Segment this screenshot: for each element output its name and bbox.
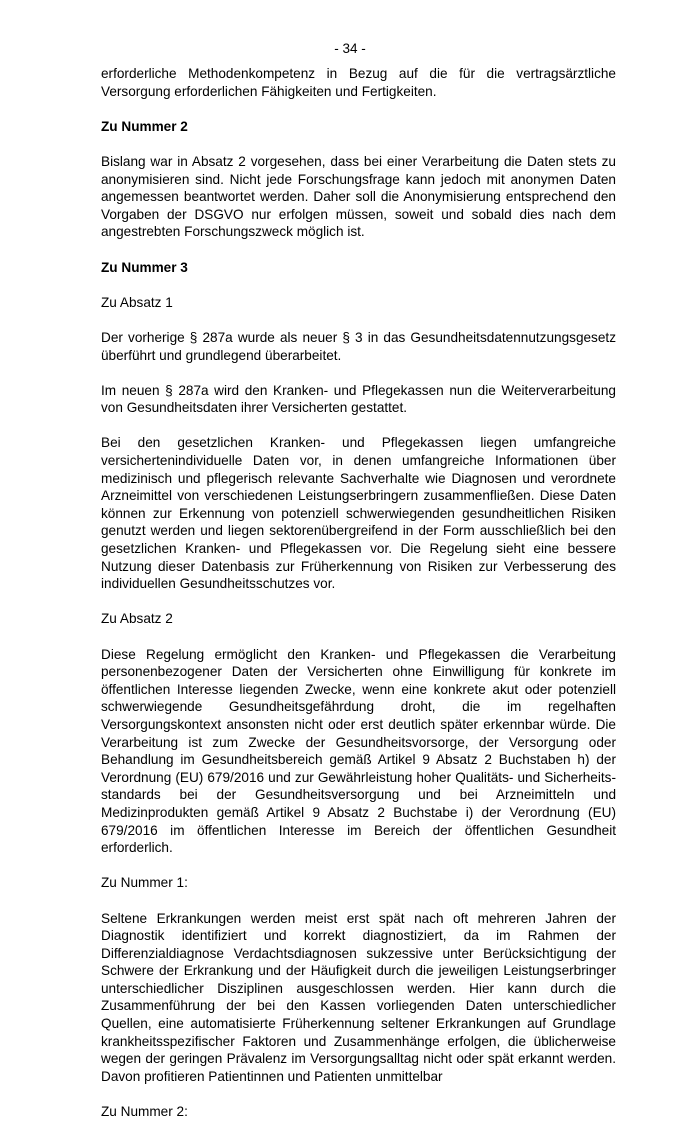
subheading-absatz-2: Zu Absatz 2 [101, 611, 173, 627]
page-number: - 34 - [334, 41, 366, 56]
paragraph-287a-neu: Im neuen § 287a wird den Kranken- und Pflegekassen nun die Weiterverarbeitung von Gesundheitsdaten ihrer Versicherten gestattet. [101, 382, 616, 416]
paragraph-verarbeitung: Diese Regelung ermöglicht den Kranken- und Pflegekassen die Verarbeitung personenbezogener Daten der Versicherten ohne Einwilligung für konkrete im öffentlichen Interesse liegenden Zwecke, wenn eine konkrete akut oder potenziell schwerwiegende Gesundheitsgefährdung droht, die im regelhaften Versorgungskontext ansonsten nicht oder erst deutlich später erkennbar würde. Die Verarbeitung ist zum Zwecke der Gesundheitsvorsorge, der Versorgung oder Behandlung im Gesundheitsbereich gemäß Artikel 9 Absatz 2 Buchstaben h) der Verordnung (EU) 679/2016 und zur Gewährleistung hoher Qualitäts- und Sicherheitsstandards bei der Gesundheitsversorgung und bei Arzneimitteln und Medizinprodukten gemäß Artikel 9 Absatz 2 Buchstabe i) der Verordnung (EU) 679/2016 im öffentlichen Interesse im Bereich der öffentlichen Gesundheit erforderlich. [101, 646, 616, 856]
subheading-absatz-1: Zu Absatz 1 [101, 294, 173, 310]
paragraph-seltene-erkrankungen: Seltene Erkrankungen werden meist erst spät nach oft mehreren Jahren der Diagnostik identifiziert und korrekt diagnostiziert, da im Rahmen der Differenzialdiagnose Verdachtsdiagnosen sukzessive unter Berücksichtigung der Schwere der Erkrankung und der Häufigkeit durch die jeweiligen Leistungserbringer unterschiedlicher Disziplinen ausgeschlossen werden. Hier kann durch die Zusammenführung der bei den Kassen vorliegenden Daten unterschiedlicher Quellen, eine automatisierte Früherkennung seltener Erkrankungen auf Grundlage krankheitsspezifischer Faktoren und Zusammenhänge erfolgen, die üblicherweise wegen der geringen Prävalenz im Versorgungsalltag nicht oder spät erkannt werden. Davon profitieren Patientinnen und Patienten unmittelbar [101, 910, 616, 1084]
section-heading-nummer-2: Zu Nummer 2 [101, 118, 188, 134]
paragraph-intro: erforderliche Methodenkompetenz in Bezug auf die für die vertragsärztliche Versorgung erforderlichen Fähigkeiten und Fertigkeiten. [101, 66, 616, 99]
paragraph-anonymisierung: Bislang war in Absatz 2 vorgesehen, dass bei einer Verarbeitung die Daten stets zu anonymisieren sind. Nicht jede Forschungsfrage kann jedoch mit anonymen Daten angemessen beantwortet werden. Daher soll die Anonymisierung entsprechend den Vorgaben der DSGVO nur erfolgen müssen, soweit und sobald dies nach dem angestrebten Forschungszweck möglich ist. [101, 153, 616, 240]
section-heading-nummer-3: Zu Nummer 3 [101, 259, 188, 275]
subheading-nummer-1: Zu Nummer 1: [101, 875, 188, 891]
paragraph-287a-ueberfuehrt: Der vorherige § 287a wurde als neuer § 3 in das Gesundheitsdatennutzungsgesetz überführt und grundlegend überarbeitet. [101, 329, 616, 363]
subheading-nummer-2: Zu Nummer 2: [101, 1104, 188, 1120]
document-body [101, 65, 616, 1138]
paragraph-datenbasis: Bei den gesetzlichen Kranken- und Pflegekassen liegen umfangreiche versichertenindividuelle Daten vor, in denen umfangreiche Informationen über medizinisch und pflegerisch relevante Sachverhalte wie Diagnosen und verordnete Arzneimittel von verschiedenen Leistungserbringern zusammenfließen. Diese Daten können zur Erkennung von potenziell schwerwiegenden gesundheitlichen Risiken genutzt werden und liegen sektorenübergreifend in der Form ausschließlich bei den gesetzlichen Kranken- und Pflegekassen vor. Die Regelung sieht eine bessere Nutzung dieser Datenbasis zur Früherkennung von Risiken zur Verbesserung des individuellen Gesundheitsschutzes vor. [101, 435, 616, 592]
